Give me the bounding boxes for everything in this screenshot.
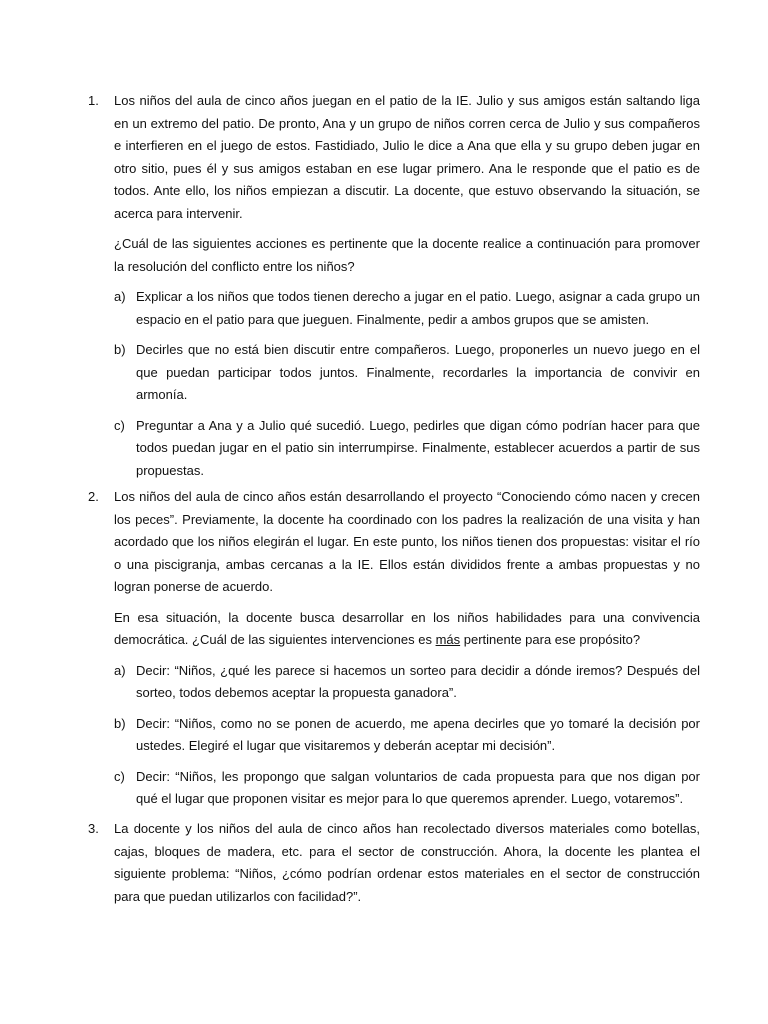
option-c <box>114 766 700 811</box>
option-label: c) <box>114 417 125 433</box>
option-text: Explicar a los niños que todos tienen derecho a jugar en el patio. Luego, asignar a cada grupo un espacio en el patio para que jueguen. Finalmente, pedir a ambos grupos que se amisten. <box>136 289 700 327</box>
option-a <box>114 286 700 331</box>
question-body <box>114 486 700 811</box>
option-text: Decir: “Niños, como no se ponen de acuerdo, me apena decirles que yo tomaré la decisión por ustedes. Elegiré el lugar que visitaremos y deberán aceptar mi decisión”. <box>136 715 700 753</box>
question-number: 3. <box>88 821 99 836</box>
option-label: c) <box>114 768 125 784</box>
question-number: 2. <box>88 489 99 504</box>
option-label: b) <box>114 342 126 357</box>
question-body <box>114 90 700 482</box>
question-number: 1. <box>88 93 99 108</box>
prompt-text-before: En esa situación, la docente busca desarrollar en los niños habilidades para una convivencia democrática. ¿Cuál de las siguientes intervenciones es <box>114 609 700 647</box>
option-c <box>114 415 700 483</box>
question-stem: La docente y los niños del aula de cinco años han recolectado diversos materiales como botellas, cajas, bloques de madera, etc. para el sector de construcción. Ahora, la docente les plantea el siguiente problema: “Niños, ¿cómo podrían ordenar estos materiales en el sector de construcción para que puedan utilizarlos con facilidad?”. <box>114 821 700 904</box>
option-label: a) <box>114 662 126 678</box>
prompt-text-after: pertinente para ese propósito? <box>460 632 641 647</box>
option-label: a) <box>114 289 126 304</box>
question-1 <box>88 90 700 482</box>
option-text: Decirles que no está bien discutir entre compañeros. Luego, proponerles un nuevo juego en el que puedan participar todos juntos. Finalmente, recordarles la importancia de convivir en armonía. <box>136 342 700 402</box>
option-b <box>114 339 700 407</box>
option-label: b) <box>114 715 126 731</box>
option-a <box>114 660 700 705</box>
option-text: Decir: “Niños, les propongo que salgan voluntarios de cada propuesta para que nos digan por qué el lugar que proponen visitar es mejor para lo que queremos aprender. Luego, votaremos”. <box>136 768 700 806</box>
option-text: Decir: “Niños, ¿qué les parece si hacemos un sorteo para decidir a dónde iremos? Después del sorteo, todos debemos aceptar la propuesta ganadora”. <box>136 662 700 700</box>
question-prompt: ¿Cuál de las siguientes acciones es pertinente que la docente realice a continuación para promover la resolución del conflicto entre los niños? <box>114 236 700 274</box>
question-2 <box>88 486 700 811</box>
question-stem: Los niños del aula de cinco años están desarrollando el proyecto “Conociendo cómo nacen y crecen los peces”. Previamente, la docente ha coordinado con los padres la realización de una visita y han acordado que los niños elegirán el lugar. En este punto, los niños tienen dos propuestas: visitar el río o una piscigranja, ambas cercanas a la IE. Ellos están divididos frente a ambas propuestas y no logran ponerse de acuerdo. <box>114 489 700 594</box>
option-b <box>114 713 700 758</box>
question-3 <box>88 818 700 908</box>
option-text: Preguntar a Ana y a Julio qué sucedió. Luego, pedirles que digan cómo podrían hacer para que todos puedan jugar en el patio sin interrumpirse. Finalmente, establecer acuerdos a partir de sus propuestas. <box>136 417 700 478</box>
prompt-emphasis: más <box>435 632 461 647</box>
question-stem: Los niños del aula de cinco años juegan en el patio de la IE. Julio y sus amigos están saltando liga en un extremo del patio. De pronto, Ana y un grupo de niños corren cerca de Julio y sus compañeros e interfieren en el juego de estos. Fastidiado, Julio le dice a Ana que ella y su grupo deben jugar en otro sitio, pues él y sus amigos estaban en ese lugar primero. Ana le responde que el patio es de todos. Ante ello, los niños empiezan a discutir. La docente, que estuvo observando la situación, se acerca para intervenir. <box>114 93 700 221</box>
question-body <box>114 818 700 908</box>
question-prompt <box>114 607 700 652</box>
